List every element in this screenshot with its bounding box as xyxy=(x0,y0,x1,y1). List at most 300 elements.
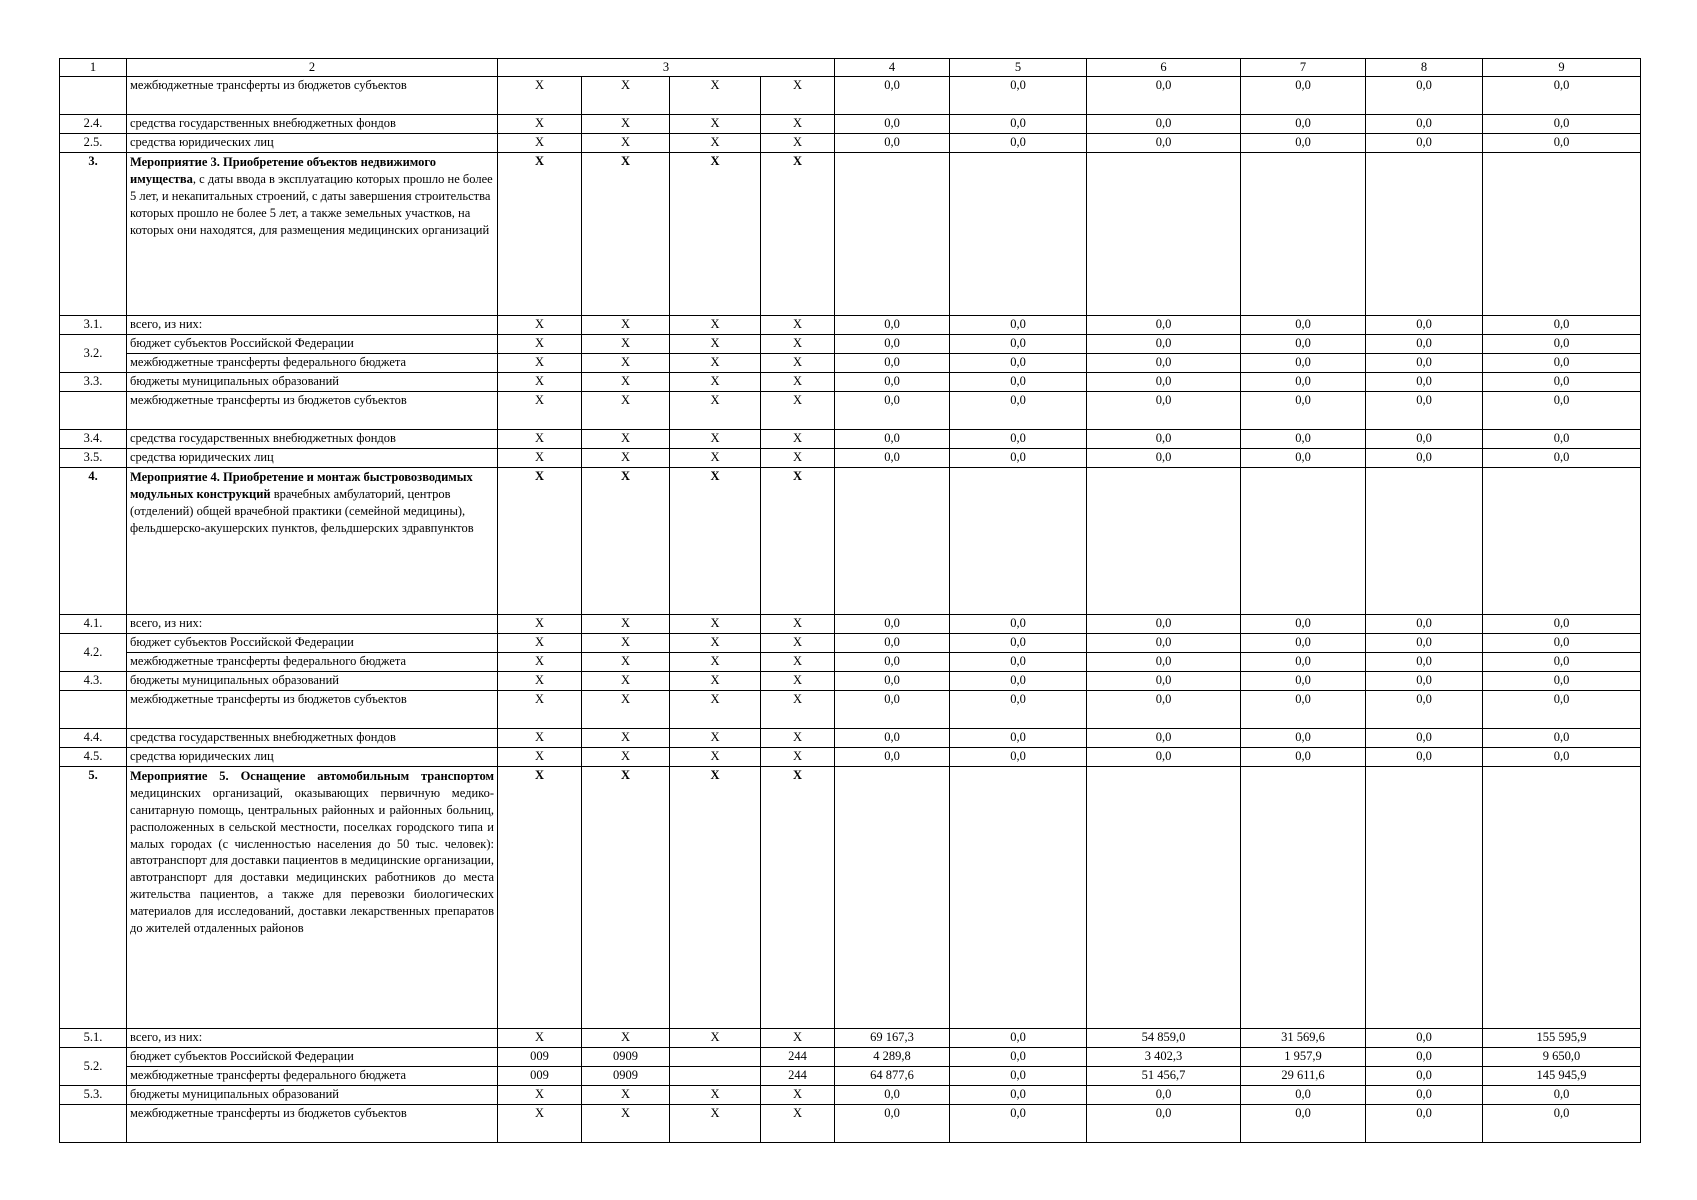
value-cell: 0,0 xyxy=(835,748,950,767)
value-cell: 0,0 xyxy=(950,430,1087,449)
code-cell: X xyxy=(761,430,835,449)
value-cell xyxy=(1087,468,1241,615)
code-cell: X xyxy=(582,729,670,748)
code-cell: X xyxy=(582,335,670,354)
row-label: межбюджетные трансферты федерального бюджета xyxy=(127,1067,498,1086)
value-cell: 0,0 xyxy=(1241,748,1366,767)
value-cell xyxy=(950,767,1087,1029)
row-number: 4. xyxy=(60,468,127,615)
row-label: средства государственных внебюджетных фондов xyxy=(127,430,498,449)
table-row xyxy=(60,634,1641,653)
value-cell: 0,0 xyxy=(1087,1105,1241,1143)
col-header-6: 6 xyxy=(1087,59,1241,77)
row-number: 5. xyxy=(60,767,127,1029)
value-cell: 0,0 xyxy=(1483,77,1641,115)
value-cell: 0,0 xyxy=(1241,1086,1366,1105)
table-row xyxy=(60,691,1641,729)
code-cell: X xyxy=(670,77,761,115)
row-label: межбюджетные трансферты из бюджетов субъектов xyxy=(127,77,498,115)
value-cell: 0,0 xyxy=(1483,392,1641,430)
row-number: 4.1. xyxy=(60,615,127,634)
value-cell: 0,0 xyxy=(1366,729,1483,748)
row-label: бюджет субъектов Российской Федерации xyxy=(127,335,498,354)
code-cell: X xyxy=(582,468,670,615)
value-cell: 0,0 xyxy=(1483,1105,1641,1143)
code-cell: X xyxy=(670,1105,761,1143)
row-number xyxy=(60,1105,127,1143)
code-cell: X xyxy=(670,468,761,615)
row-label: межбюджетные трансферты из бюджетов субъектов xyxy=(127,1105,498,1143)
code-cell: X xyxy=(582,449,670,468)
value-cell: 64 877,6 xyxy=(835,1067,950,1086)
row-label: межбюджетные трансферты федерального бюджета xyxy=(127,653,498,672)
code-cell: X xyxy=(582,653,670,672)
value-cell: 0,0 xyxy=(835,335,950,354)
code-cell: X xyxy=(498,430,582,449)
value-cell: 0,0 xyxy=(1483,430,1641,449)
table-row xyxy=(60,729,1641,748)
row-label: средства юридических лиц xyxy=(127,748,498,767)
code-cell: X xyxy=(761,653,835,672)
col-header-8: 8 xyxy=(1366,59,1483,77)
value-cell: 69 167,3 xyxy=(835,1029,950,1048)
value-cell: 0,0 xyxy=(1087,316,1241,335)
code-cell: X xyxy=(670,354,761,373)
value-cell: 0,0 xyxy=(1366,449,1483,468)
code-cell: X xyxy=(498,729,582,748)
value-cell: 0,0 xyxy=(1483,672,1641,691)
value-cell: 0,0 xyxy=(950,653,1087,672)
code-cell: X xyxy=(670,729,761,748)
code-cell: X xyxy=(498,354,582,373)
code-cell: X xyxy=(582,373,670,392)
value-cell: 4 289,8 xyxy=(835,1048,950,1067)
table-row xyxy=(60,1067,1641,1086)
value-cell: 3 402,3 xyxy=(1087,1048,1241,1067)
value-cell: 0,0 xyxy=(1483,653,1641,672)
measure-title: Мероприятие 4. Приобретение и монтаж быстровозводимых модульных конструкций xyxy=(130,470,473,501)
code-cell: X xyxy=(582,615,670,634)
row-number: 5.2. xyxy=(60,1048,127,1086)
row-label: межбюджетные трансферты из бюджетов субъектов xyxy=(127,691,498,729)
table-row xyxy=(60,77,1641,115)
table-row xyxy=(60,1029,1641,1048)
value-cell: 0,0 xyxy=(950,1105,1087,1143)
code-cell: X xyxy=(670,691,761,729)
code-cell: X xyxy=(761,373,835,392)
code-cell xyxy=(670,1048,761,1067)
row-number: 5.3. xyxy=(60,1086,127,1105)
table-row xyxy=(60,1048,1641,1067)
table-row-measure xyxy=(60,468,1641,615)
table-row xyxy=(60,449,1641,468)
code-cell: X xyxy=(498,653,582,672)
value-cell: 0,0 xyxy=(1483,115,1641,134)
row-label: бюджеты муниципальных образований xyxy=(127,672,498,691)
value-cell: 0,0 xyxy=(1483,1086,1641,1105)
value-cell: 0,0 xyxy=(1366,691,1483,729)
value-cell: 0,0 xyxy=(1241,615,1366,634)
value-cell: 0,0 xyxy=(1087,615,1241,634)
value-cell: 0,0 xyxy=(1366,1067,1483,1086)
value-cell: 0,0 xyxy=(1241,373,1366,392)
code-cell: X xyxy=(670,316,761,335)
row-number: 2.5. xyxy=(60,134,127,153)
code-cell: 009 xyxy=(498,1067,582,1086)
value-cell: 0,0 xyxy=(950,392,1087,430)
code-cell: X xyxy=(498,77,582,115)
value-cell: 0,0 xyxy=(835,134,950,153)
code-cell xyxy=(670,1067,761,1086)
code-cell: X xyxy=(670,748,761,767)
value-cell: 0,0 xyxy=(1366,1086,1483,1105)
table-row xyxy=(60,373,1641,392)
code-cell: X xyxy=(498,115,582,134)
col-header-5: 5 xyxy=(950,59,1087,77)
code-cell: X xyxy=(761,1105,835,1143)
col-header-7: 7 xyxy=(1241,59,1366,77)
value-cell: 0,0 xyxy=(1087,354,1241,373)
value-cell: 0,0 xyxy=(1483,316,1641,335)
header-row xyxy=(60,59,1641,77)
table-row-measure xyxy=(60,153,1641,316)
value-cell: 0,0 xyxy=(1366,134,1483,153)
code-cell: X xyxy=(582,672,670,691)
code-cell: X xyxy=(761,316,835,335)
table-row xyxy=(60,615,1641,634)
code-cell: X xyxy=(670,767,761,1029)
value-cell: 0,0 xyxy=(1241,430,1366,449)
code-cell: X xyxy=(582,316,670,335)
code-cell: X xyxy=(498,392,582,430)
value-cell: 0,0 xyxy=(1241,316,1366,335)
table-row xyxy=(60,748,1641,767)
code-cell: X xyxy=(498,672,582,691)
table-row xyxy=(60,653,1641,672)
value-cell: 0,0 xyxy=(1483,729,1641,748)
table-row xyxy=(60,672,1641,691)
value-cell: 0,0 xyxy=(1087,77,1241,115)
value-cell: 0,0 xyxy=(1241,335,1366,354)
code-cell: X xyxy=(761,615,835,634)
code-cell: X xyxy=(670,449,761,468)
value-cell xyxy=(1483,468,1641,615)
code-cell: X xyxy=(761,672,835,691)
code-cell: X xyxy=(498,691,582,729)
code-cell: X xyxy=(761,748,835,767)
value-cell: 0,0 xyxy=(1087,691,1241,729)
code-cell: X xyxy=(761,153,835,316)
value-cell: 0,0 xyxy=(950,634,1087,653)
value-cell: 9 650,0 xyxy=(1483,1048,1641,1067)
code-cell: X xyxy=(582,153,670,316)
value-cell: 0,0 xyxy=(835,653,950,672)
value-cell: 0,0 xyxy=(1087,653,1241,672)
value-cell: 0,0 xyxy=(1241,653,1366,672)
code-cell: X xyxy=(670,373,761,392)
row-label: бюджеты муниципальных образований xyxy=(127,1086,498,1105)
code-cell: X xyxy=(498,1029,582,1048)
code-cell: X xyxy=(761,767,835,1029)
code-cell: X xyxy=(498,449,582,468)
value-cell: 0,0 xyxy=(1366,373,1483,392)
value-cell: 0,0 xyxy=(1366,354,1483,373)
value-cell: 0,0 xyxy=(950,1048,1087,1067)
value-cell: 54 859,0 xyxy=(1087,1029,1241,1048)
code-cell: X xyxy=(761,134,835,153)
value-cell: 0,0 xyxy=(1241,449,1366,468)
value-cell: 0,0 xyxy=(1366,335,1483,354)
code-cell: X xyxy=(582,767,670,1029)
row-label: средства государственных внебюджетных фондов xyxy=(127,115,498,134)
code-cell: X xyxy=(761,468,835,615)
row-number: 3.3. xyxy=(60,373,127,392)
value-cell: 0,0 xyxy=(835,449,950,468)
row-label: средства государственных внебюджетных фондов xyxy=(127,729,498,748)
value-cell: 0,0 xyxy=(1366,1105,1483,1143)
code-cell: X xyxy=(498,153,582,316)
table-row-measure xyxy=(60,767,1641,1029)
code-cell: X xyxy=(761,392,835,430)
value-cell: 0,0 xyxy=(1087,392,1241,430)
code-cell: X xyxy=(670,134,761,153)
measure-text: медицинских организаций, оказывающих первичную медико-санитарную помощь, центральных районных и районных больниц, расположенных в сельской местности, поселках городского типа и малых городах (с численностью населения до 50 тыс. человек): автотранспорт для доставки пациентов в медицинские организации, автотранспорт для доставки медицинских работников до места жительства пациентов, а также для перевозки биологических материалов для исследований, доставки лекарственных препаратов до жителей отдаленных районов xyxy=(130,785,494,935)
value-cell: 0,0 xyxy=(835,115,950,134)
measure-description xyxy=(127,468,498,615)
value-cell: 0,0 xyxy=(835,373,950,392)
code-cell: X xyxy=(498,316,582,335)
value-cell: 0,0 xyxy=(1241,115,1366,134)
value-cell: 0,0 xyxy=(835,1105,950,1143)
code-cell: X xyxy=(670,615,761,634)
value-cell: 0,0 xyxy=(835,430,950,449)
code-cell: X xyxy=(582,430,670,449)
value-cell: 145 945,9 xyxy=(1483,1067,1641,1086)
row-number: 3.2. xyxy=(60,335,127,373)
code-cell: X xyxy=(761,115,835,134)
value-cell: 0,0 xyxy=(1087,449,1241,468)
col-header-3: 3 xyxy=(498,59,835,77)
value-cell: 51 456,7 xyxy=(1087,1067,1241,1086)
code-cell: X xyxy=(582,634,670,653)
value-cell: 0,0 xyxy=(1366,115,1483,134)
value-cell: 0,0 xyxy=(1366,634,1483,653)
value-cell xyxy=(1366,468,1483,615)
value-cell xyxy=(1241,153,1366,316)
budget-table xyxy=(59,58,1641,1143)
value-cell: 0,0 xyxy=(1087,335,1241,354)
row-label: всего, из них: xyxy=(127,316,498,335)
row-label: бюджет субъектов Российской Федерации xyxy=(127,1048,498,1067)
value-cell: 0,0 xyxy=(835,634,950,653)
code-cell: X xyxy=(761,449,835,468)
code-cell: 0909 xyxy=(582,1048,670,1067)
code-cell: X xyxy=(498,1086,582,1105)
value-cell: 0,0 xyxy=(950,316,1087,335)
row-number: 3.1. xyxy=(60,316,127,335)
value-cell: 0,0 xyxy=(950,115,1087,134)
value-cell: 0,0 xyxy=(835,729,950,748)
table-row xyxy=(60,1105,1641,1143)
code-cell: X xyxy=(498,134,582,153)
value-cell: 0,0 xyxy=(1483,354,1641,373)
code-cell: X xyxy=(582,1105,670,1143)
row-number: 3.5. xyxy=(60,449,127,468)
code-cell: 0909 xyxy=(582,1067,670,1086)
code-cell: X xyxy=(670,335,761,354)
row-label: средства юридических лиц xyxy=(127,134,498,153)
table-row xyxy=(60,430,1641,449)
col-header-1: 1 xyxy=(60,59,127,77)
value-cell: 0,0 xyxy=(1241,1105,1366,1143)
code-cell: X xyxy=(582,77,670,115)
value-cell: 0,0 xyxy=(950,672,1087,691)
row-number: 2.4. xyxy=(60,115,127,134)
value-cell: 29 611,6 xyxy=(1241,1067,1366,1086)
col-header-9: 9 xyxy=(1483,59,1641,77)
value-cell: 0,0 xyxy=(950,691,1087,729)
value-cell: 31 569,6 xyxy=(1241,1029,1366,1048)
measure-title: Мероприятие 5. Оснащение автомобильным транспортом xyxy=(130,769,494,783)
value-cell xyxy=(1366,767,1483,1029)
value-cell: 0,0 xyxy=(835,672,950,691)
value-cell: 0,0 xyxy=(1483,335,1641,354)
value-cell: 0,0 xyxy=(950,729,1087,748)
col-header-2: 2 xyxy=(127,59,498,77)
code-cell: X xyxy=(582,748,670,767)
value-cell: 0,0 xyxy=(950,373,1087,392)
value-cell xyxy=(1241,468,1366,615)
value-cell xyxy=(1241,767,1366,1029)
code-cell: X xyxy=(498,634,582,653)
value-cell: 0,0 xyxy=(835,392,950,430)
value-cell xyxy=(1366,153,1483,316)
code-cell: X xyxy=(670,634,761,653)
code-cell: X xyxy=(498,748,582,767)
row-number: 4.4. xyxy=(60,729,127,748)
code-cell: X xyxy=(498,1105,582,1143)
code-cell: X xyxy=(582,134,670,153)
value-cell xyxy=(1087,767,1241,1029)
value-cell: 0,0 xyxy=(1241,729,1366,748)
code-cell: X xyxy=(761,1029,835,1048)
row-number: 4.5. xyxy=(60,748,127,767)
value-cell: 0,0 xyxy=(1366,77,1483,115)
value-cell: 0,0 xyxy=(1366,672,1483,691)
value-cell: 0,0 xyxy=(835,691,950,729)
code-cell: X xyxy=(498,373,582,392)
value-cell: 0,0 xyxy=(950,77,1087,115)
value-cell: 0,0 xyxy=(1241,354,1366,373)
value-cell: 0,0 xyxy=(1087,134,1241,153)
value-cell xyxy=(835,468,950,615)
value-cell: 0,0 xyxy=(1087,672,1241,691)
value-cell: 0,0 xyxy=(950,354,1087,373)
row-label: всего, из них: xyxy=(127,1029,498,1048)
code-cell: X xyxy=(582,691,670,729)
table-row xyxy=(60,354,1641,373)
value-cell: 0,0 xyxy=(1087,729,1241,748)
value-cell: 0,0 xyxy=(1366,1029,1483,1048)
table-row xyxy=(60,1086,1641,1105)
value-cell: 0,0 xyxy=(1483,634,1641,653)
value-cell: 0,0 xyxy=(1087,115,1241,134)
value-cell: 0,0 xyxy=(835,1086,950,1105)
value-cell: 0,0 xyxy=(1087,748,1241,767)
code-cell: X xyxy=(498,615,582,634)
value-cell: 0,0 xyxy=(1087,1086,1241,1105)
value-cell xyxy=(1087,153,1241,316)
value-cell xyxy=(835,767,950,1029)
table-row xyxy=(60,115,1641,134)
value-cell: 0,0 xyxy=(1241,77,1366,115)
row-number xyxy=(60,77,127,115)
value-cell: 0,0 xyxy=(835,316,950,335)
value-cell xyxy=(1483,153,1641,316)
row-label: межбюджетные трансферты из бюджетов субъектов xyxy=(127,392,498,430)
code-cell: X xyxy=(582,354,670,373)
row-label: бюджеты муниципальных образований xyxy=(127,373,498,392)
col-header-4: 4 xyxy=(835,59,950,77)
code-cell: X xyxy=(498,767,582,1029)
value-cell: 0,0 xyxy=(1366,1048,1483,1067)
measure-description xyxy=(127,767,498,1029)
code-cell: X xyxy=(670,653,761,672)
value-cell: 0,0 xyxy=(835,77,950,115)
code-cell: X xyxy=(582,1029,670,1048)
row-number xyxy=(60,691,127,729)
code-cell: X xyxy=(761,1086,835,1105)
code-cell: X xyxy=(761,634,835,653)
value-cell xyxy=(835,153,950,316)
row-number: 4.2. xyxy=(60,634,127,672)
code-cell: X xyxy=(498,468,582,615)
value-cell: 0,0 xyxy=(835,615,950,634)
value-cell: 0,0 xyxy=(950,449,1087,468)
measure-description xyxy=(127,153,498,316)
code-cell: X xyxy=(498,335,582,354)
value-cell: 0,0 xyxy=(1366,430,1483,449)
value-cell: 0,0 xyxy=(1366,392,1483,430)
row-number xyxy=(60,392,127,430)
code-cell: X xyxy=(670,153,761,316)
code-cell: X xyxy=(670,1029,761,1048)
row-label: бюджет субъектов Российской Федерации xyxy=(127,634,498,653)
value-cell: 0,0 xyxy=(1483,615,1641,634)
value-cell: 0,0 xyxy=(1087,634,1241,653)
row-number: 3. xyxy=(60,153,127,316)
code-cell: 244 xyxy=(761,1067,835,1086)
value-cell xyxy=(950,468,1087,615)
code-cell: X xyxy=(670,1086,761,1105)
row-label: всего, из них: xyxy=(127,615,498,634)
value-cell: 0,0 xyxy=(950,134,1087,153)
value-cell: 0,0 xyxy=(1087,373,1241,392)
measure-text: врачебных амбулаторий, центров (отделений) общей врачебной практики (семейной медицины), фельдшерско-акушерских пунктов, фельдшерских здравпунктов xyxy=(130,486,474,535)
value-cell: 0,0 xyxy=(1483,691,1641,729)
value-cell: 0,0 xyxy=(950,335,1087,354)
measure-text: , с даты ввода в эксплуатацию которых прошло не более 5 лет, и некапитальных строений, с даты завершения строительства которых прошло не более 5 лет, а также земельных участков, на которых они находятся, для размещения медицинских организаций xyxy=(130,171,493,237)
table-row xyxy=(60,316,1641,335)
code-cell: X xyxy=(761,354,835,373)
measure-title: Мероприятие 3. Приобретение объектов недвижимого имущества xyxy=(130,155,437,186)
code-cell: X xyxy=(670,115,761,134)
value-cell: 0,0 xyxy=(1241,134,1366,153)
code-cell: X xyxy=(761,729,835,748)
value-cell: 0,0 xyxy=(1241,634,1366,653)
value-cell: 0,0 xyxy=(1483,748,1641,767)
code-cell: X xyxy=(761,77,835,115)
